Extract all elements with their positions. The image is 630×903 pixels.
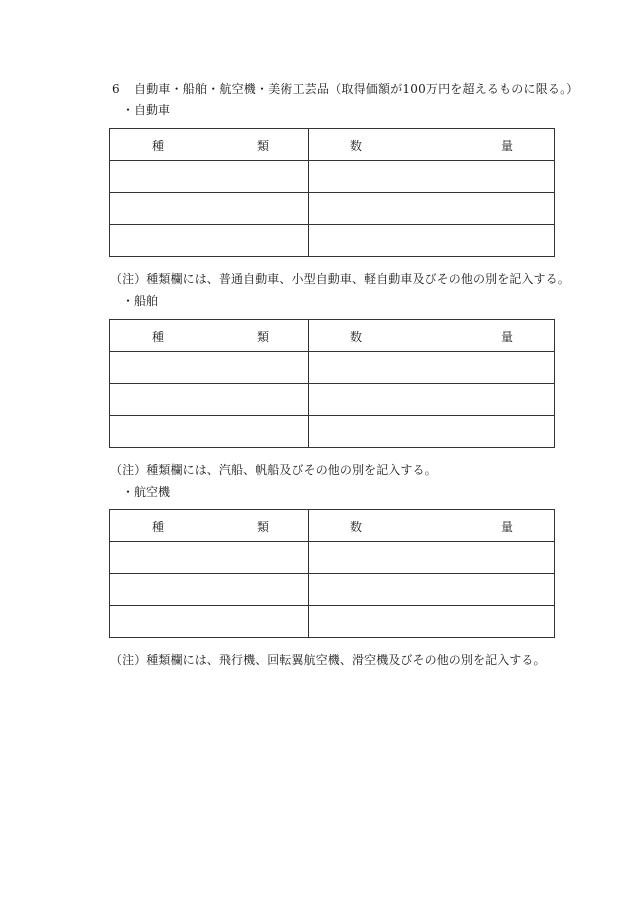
aircraft-table <box>109 509 555 638</box>
kind-header <box>110 510 309 542</box>
quantity-header-char1: 数 <box>350 330 363 344</box>
subtitle-aircraft: ・航空機 <box>122 485 171 499</box>
table-row <box>110 606 555 638</box>
subtitle-ship: ・船舶 <box>122 294 159 308</box>
quantity-cell[interactable] <box>309 606 555 638</box>
kind-header-char2: 類 <box>257 520 270 534</box>
kind-cell[interactable] <box>110 225 309 257</box>
subtitle-automobile: ・自動車 <box>122 103 171 117</box>
quantity-header <box>309 320 555 352</box>
kind-header-char2: 類 <box>257 139 270 153</box>
table-row <box>110 193 555 225</box>
table-row <box>110 352 555 384</box>
table-row <box>110 225 555 257</box>
kind-cell[interactable] <box>110 574 309 606</box>
table-header-row <box>110 320 555 352</box>
quantity-cell[interactable] <box>309 542 555 574</box>
ship-note: （注）種類欄には、汽船、帆船及びその他の別を記入する。 <box>110 463 437 477</box>
quantity-cell[interactable] <box>309 574 555 606</box>
table-row <box>110 574 555 606</box>
quantity-header <box>309 129 555 161</box>
kind-cell[interactable] <box>110 161 309 193</box>
quantity-cell[interactable] <box>309 225 555 257</box>
kind-cell[interactable] <box>110 416 309 448</box>
kind-header <box>110 129 309 161</box>
kind-cell[interactable] <box>110 193 309 225</box>
kind-cell[interactable] <box>110 606 309 638</box>
kind-header-char1: 種 <box>152 520 165 534</box>
quantity-cell[interactable] <box>309 384 555 416</box>
quantity-header-char2: 量 <box>501 520 514 534</box>
ship-table <box>109 319 555 448</box>
quantity-header <box>309 510 555 542</box>
kind-cell[interactable] <box>110 352 309 384</box>
kind-cell[interactable] <box>110 542 309 574</box>
table-row <box>110 542 555 574</box>
quantity-cell[interactable] <box>309 416 555 448</box>
automobile-table <box>109 128 555 257</box>
aircraft-note: （注）種類欄には、飛行機、回転翼航空機、滑空機及びその他の別を記入する。 <box>110 653 546 667</box>
automobile-note: （注）種類欄には、普通自動車、小型自動車、軽自動車及びその他の別を記入する。 <box>110 272 570 286</box>
table-row <box>110 416 555 448</box>
kind-header <box>110 320 309 352</box>
kind-header-char1: 種 <box>152 330 165 344</box>
table-row <box>110 384 555 416</box>
quantity-header-char2: 量 <box>501 139 514 153</box>
quantity-header-char1: 数 <box>350 520 363 534</box>
section-number: 6 <box>112 82 120 96</box>
section-heading <box>112 80 579 97</box>
table-header-row <box>110 510 555 542</box>
quantity-cell[interactable] <box>309 161 555 193</box>
kind-cell[interactable] <box>110 384 309 416</box>
table-header-row <box>110 129 555 161</box>
table-row <box>110 161 555 193</box>
quantity-cell[interactable] <box>309 352 555 384</box>
quantity-header-char1: 数 <box>350 139 363 153</box>
quantity-cell[interactable] <box>309 193 555 225</box>
kind-header-char1: 種 <box>152 139 165 153</box>
quantity-header-char2: 量 <box>501 330 514 344</box>
kind-header-char2: 類 <box>257 330 270 344</box>
section-title: 自動車・船舶・航空機・美術工芸品（取得価額が100万円を超えるものに限る。） <box>134 82 579 96</box>
